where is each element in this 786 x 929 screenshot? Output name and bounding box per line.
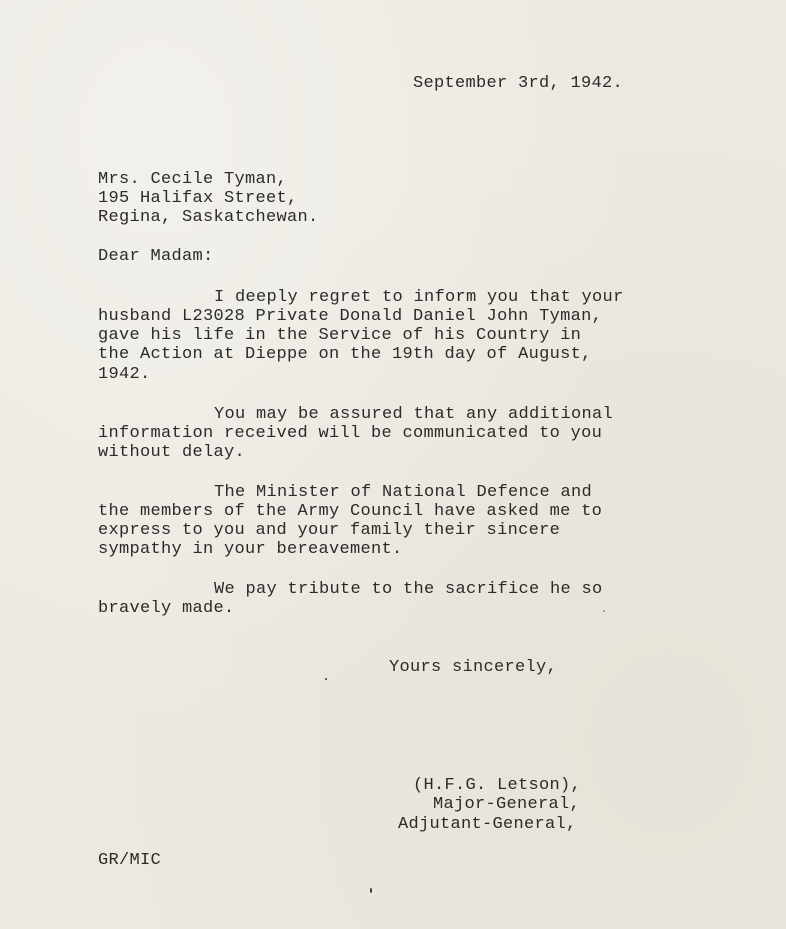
- recipient-name: Mrs. Cecile Tyman,: [98, 170, 288, 189]
- paragraph-line: The Minister of National Defence and: [214, 483, 593, 502]
- paragraph-line: I deeply regret to inform you that your: [214, 288, 624, 307]
- paper-speck: [603, 610, 605, 612]
- signatory-title: Adjutant-General,: [398, 815, 577, 834]
- signatory-name: (H.F.G. Letson),: [413, 776, 582, 795]
- paragraph-line: 1942.: [98, 365, 151, 384]
- recipient-street: 195 Halifax Street,: [98, 189, 298, 208]
- paragraph-line: the Action at Dieppe on the 19th day of August,: [98, 345, 592, 364]
- paragraph-line: without delay.: [98, 443, 246, 462]
- salutation: Dear Madam:: [98, 247, 214, 266]
- paragraph-line: information received will be communicated to you: [98, 424, 603, 443]
- recipient-city: Regina, Saskatchewan.: [98, 208, 319, 227]
- paragraph-line: husband L23028 Private Donald Daniel John Tyman,: [98, 307, 603, 326]
- paper-speck: [325, 678, 327, 680]
- paragraph-line: gave his life in the Service of his Country in: [98, 326, 582, 345]
- letter-date: September 3rd, 1942.: [413, 74, 624, 93]
- paragraph-line: bravely made.: [98, 599, 235, 618]
- paper-speck: [370, 888, 372, 893]
- reference-initials: GR/MIC: [98, 851, 162, 870]
- paragraph-line: the members of the Army Council have asked me to: [98, 502, 603, 521]
- paragraph-line: You may be assured that any additional: [214, 405, 614, 424]
- signatory-rank: Major-General,: [433, 795, 581, 814]
- paragraph-line: express to you and your family their sincere: [98, 521, 561, 540]
- closing: Yours sincerely,: [389, 658, 558, 677]
- paragraph-line: We pay tribute to the sacrifice he so: [214, 580, 603, 599]
- paragraph-line: sympathy in your bereavement.: [98, 540, 403, 559]
